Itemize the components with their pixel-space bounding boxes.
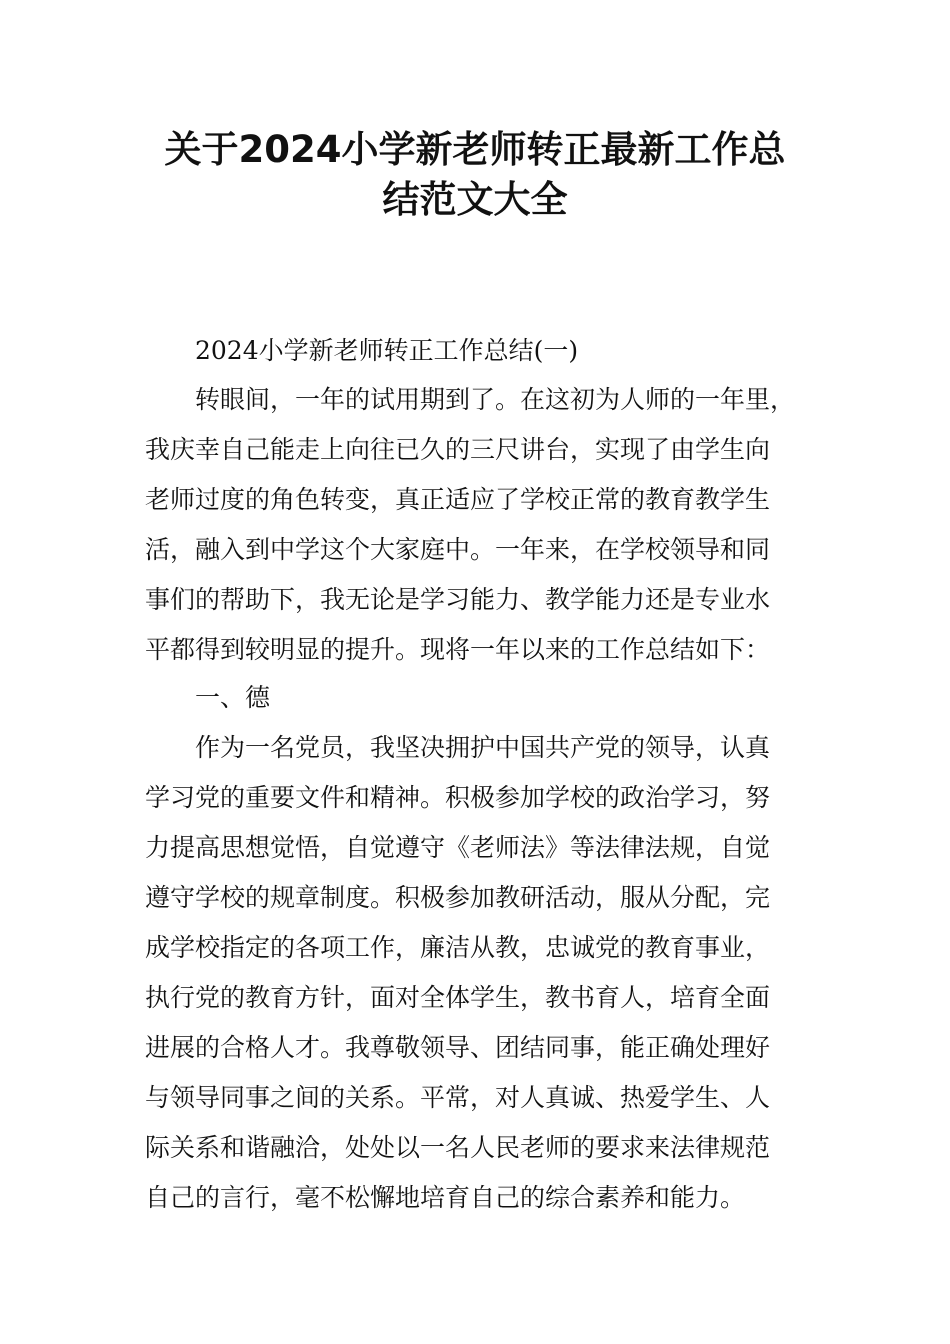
paragraph-1-line-6: 平都得到较明显的提升。现将一年以来的工作总结如下： xyxy=(145,635,771,664)
paragraph-1-line-1: 转眼间，一年的试用期到了。在这初为人师的一年里， xyxy=(195,385,796,414)
document-title-line-1: 关于2024小学新老师转正最新工作总 xyxy=(164,128,786,171)
paragraph-2-line-5: 成学校指定的各项工作，廉洁从教，忠诚党的教育事业， xyxy=(145,933,771,962)
paragraph-2-line-4: 遵守学校的规章制度。积极参加教研活动，服从分配，完 xyxy=(145,883,771,912)
paragraph-2-line-1: 作为一名党员，我坚决拥护中国共产党的领导，认真 xyxy=(195,733,771,762)
paragraph-2-line-10: 自己的言行，毫不松懈地培育自己的综合素养和能力。 xyxy=(145,1183,746,1212)
paragraph-2-line-7: 进展的合格人才。我尊敬领导、团结同事，能正确处理好 xyxy=(145,1033,771,1062)
paragraph-2-line-3: 力提高思想觉悟，自觉遵守《老师法》等法律法规，自觉 xyxy=(145,833,771,862)
section-subtitle: 2024小学新老师转正工作总结(一) xyxy=(195,336,579,365)
paragraph-1-line-4: 活，融入到中学这个大家庭中。一年来，在学校领导和同 xyxy=(145,535,771,564)
paragraph-1-line-3: 老师过度的角色转变，真正适应了学校正常的教育教学生 xyxy=(145,485,771,514)
paragraph-1-line-2: 我庆幸自己能走上向往已久的三尺讲台，实现了由学生向 xyxy=(145,435,771,464)
paragraph-2-line-6: 执行党的教育方针，面对全体学生，教书育人，培育全面 xyxy=(145,983,771,1012)
document-title-line-2: 结范文大全 xyxy=(382,178,568,221)
section-1-heading: 一、德 xyxy=(195,683,271,712)
paragraph-1-line-5: 事们的帮助下，我无论是学习能力、教学能力还是专业水 xyxy=(145,585,771,614)
paragraph-2-line-2: 学习党的重要文件和精神。积极参加学校的政治学习，努 xyxy=(145,783,771,812)
paragraph-2-line-8: 与领导同事之间的关系。平常，对人真诚、热爱学生、人 xyxy=(145,1083,771,1112)
paragraph-2-line-9: 际关系和谐融洽，处处以一名人民老师的要求来法律规范 xyxy=(145,1133,771,1162)
